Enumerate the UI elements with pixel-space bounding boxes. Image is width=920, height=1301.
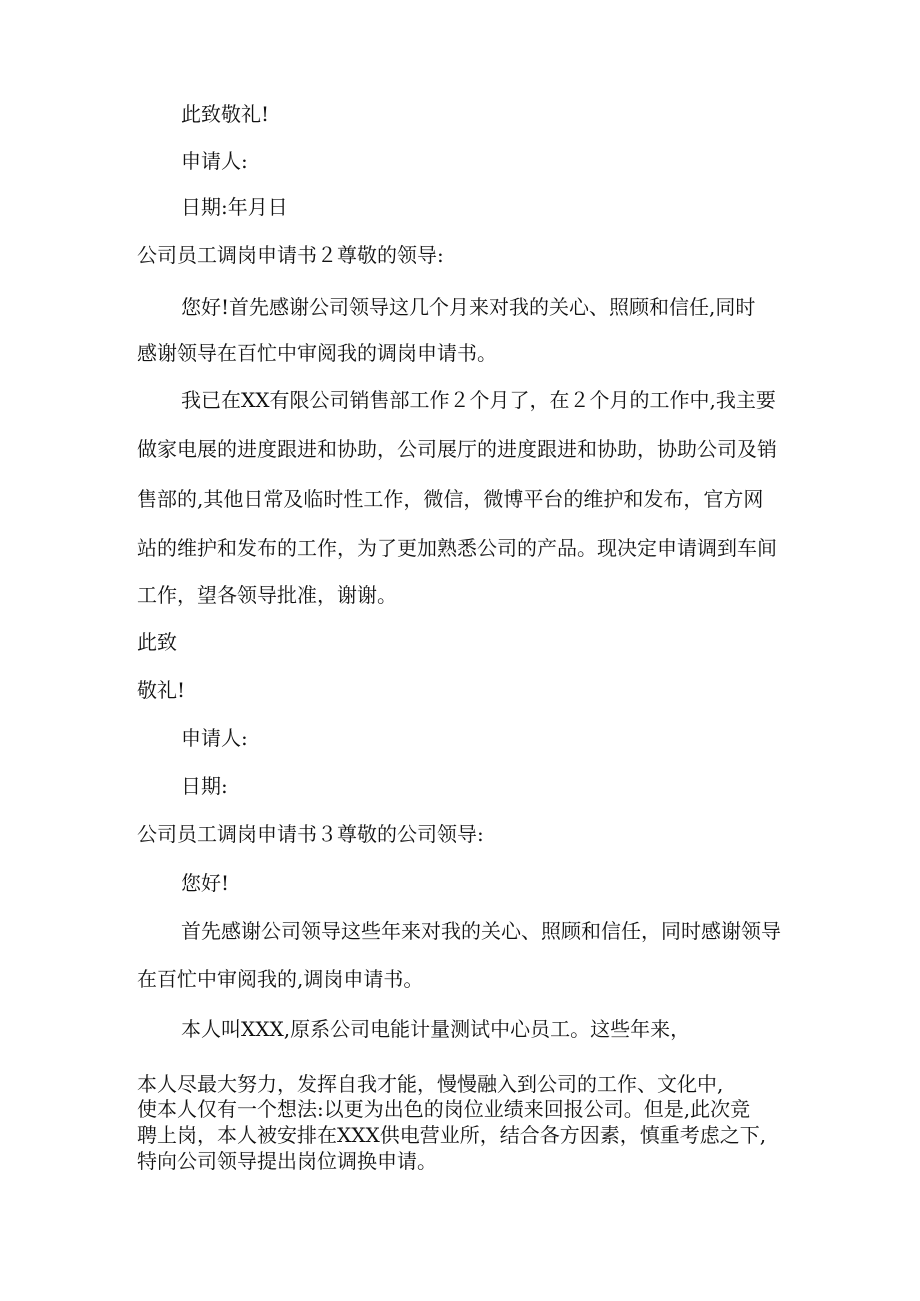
applicant-label: 申请人: (181, 149, 248, 173)
letter-2-greeting-line-1: 您好!首先感谢公司领导这几个月来对我的关心、照顾和信任,同时 (181, 295, 756, 319)
letter-2-closing-jingli: 敬礼! (137, 678, 186, 702)
letter-3-greeting: 您好! (181, 871, 230, 895)
date-label: 日期:年月日 (181, 195, 288, 219)
letter-3-para-1-line-1: 首先感谢公司领导这些年来对我的关心、照顾和信任，同时感谢领导 (181, 919, 781, 943)
letter-2-body-line-3: 售部的,其他日常及临时性工作，微信，微博平台的维护和发布，官方网 (137, 487, 764, 511)
letter-3-title: 公司员工调岗申请书３尊敬的公司领导: (137, 822, 484, 846)
letter-3-para-3-line-2: 使本人仅有一个想法:以更为出色的岗位业绩来回报公司。但是,此次竞 (137, 1097, 751, 1121)
letter-3-para-3-line-1: 本人尽最大努力，发挥自我才能，慢慢融入到公司的工作、文化中, (137, 1072, 724, 1096)
letter-2-closing-cizhi: 此致 (137, 630, 177, 654)
letter-2-title: 公司员工调岗申请书２尊敬的领导: (137, 243, 444, 267)
letter-3-para-1-line-2: 在百忙中审阅我的,调岗申请书。 (137, 967, 424, 991)
letter-2-body-line-4: 站的维护和发布的工作，为了更加熟悉公司的产品。现决定申请调到车间 (137, 536, 777, 560)
letter-3-para-3-line-4: 特向公司领导提出岗位调换申请。 (137, 1149, 437, 1173)
closing-salutation: 此致敬礼! (181, 102, 270, 126)
letter-2-applicant-label: 申请人: (181, 726, 248, 750)
letter-2-body-line-2: 做家电展的进度跟进和协助，公司展厅的进度跟进和协助，协助公司及销 (137, 437, 777, 461)
letter-2-body-line-1: 我已在XX有限公司销售部工作２个月了，在２个月的工作中,我主要 (181, 388, 776, 412)
letter-3-para-2-line-1: 本人叫XXX,原系公司电能计量测试中心员工。这些年来， (181, 1017, 691, 1041)
letter-2-greeting-line-2: 感谢领导在百忙中审阅我的调岗申请书。 (137, 341, 497, 365)
letter-3-para-3-line-3: 聘上岗，本人被安排在XXX供电营业所，结合各方因素，慎重考虑之下, (137, 1123, 767, 1147)
letter-2-body-line-5: 工作，望各领导批准，谢谢。 (137, 583, 397, 607)
letter-2-date-label: 日期: (181, 774, 228, 798)
